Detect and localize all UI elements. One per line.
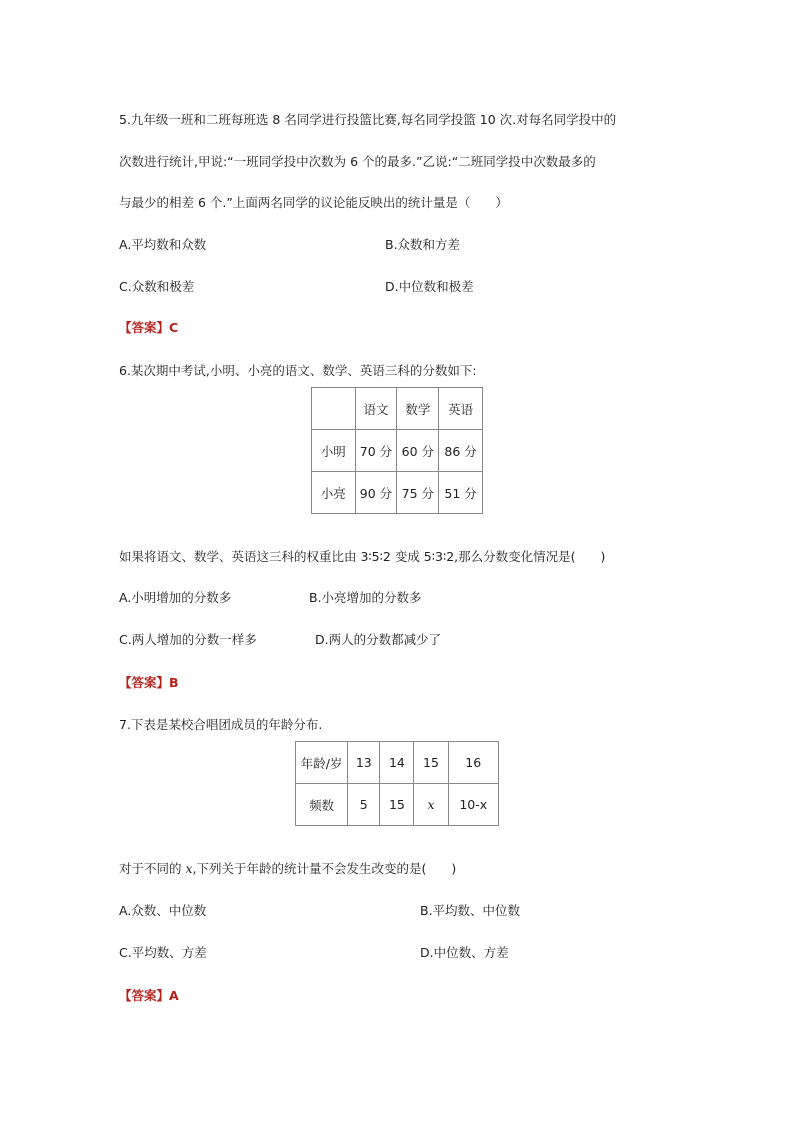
- answer-tag: 【答案】: [119, 988, 170, 1003]
- q7-option-b: B.平均数、中位数: [420, 903, 521, 918]
- answer-tag: 【答案】: [119, 320, 170, 335]
- q5-stem-line3: 与最少的相差 6 个.”上面两名同学的议论能反映出的统计量是（ ）: [119, 195, 508, 210]
- q7-question-prefix: 对于不同的: [119, 861, 186, 876]
- table-cell: 86 分: [439, 430, 483, 472]
- q7-option-c: C.平均数、方差: [119, 945, 207, 960]
- table-cell: 70 分: [355, 430, 397, 472]
- table-cell: 51 分: [439, 472, 483, 514]
- q5-option-a: A.平均数和众数: [119, 237, 207, 252]
- q5-stem-line1: 5.九年级一班和二班每班选 8 名同学进行投篮比赛,每名同学投篮 10 次.对每名同学投中的: [119, 112, 617, 127]
- table-cell: 16: [448, 742, 498, 784]
- table-cell: 数学: [397, 388, 439, 430]
- table-cell: 75 分: [397, 472, 439, 514]
- q7-question-suffix: ,下列关于年龄的统计量不会发生改变的是( ): [192, 861, 457, 876]
- answer-tag: 【答案】: [119, 675, 170, 690]
- table-header-row: [312, 388, 483, 430]
- table-cell: 频数: [296, 784, 348, 826]
- table-cell: [312, 388, 356, 430]
- table-cell: 15: [414, 742, 448, 784]
- q5-option-d: D.中位数和极差: [385, 279, 474, 294]
- q5-answer: [119, 318, 178, 336]
- q6-answer: [119, 673, 179, 691]
- q7-option-a: A.众数、中位数: [119, 903, 207, 918]
- q6-question: 如果将语文、数学、英语这三科的权重比由 3∶5∶2 变成 5∶3∶2,那么分数变化情况是( ): [119, 549, 606, 564]
- table-cell: 13: [348, 742, 380, 784]
- answer-value: A: [169, 988, 179, 1003]
- table-cell: 10-x: [448, 784, 498, 826]
- table-cell: 5: [348, 784, 380, 826]
- q6-option-a: A.小明增加的分数多: [119, 590, 232, 605]
- table-row: [312, 472, 483, 514]
- q7-question: [119, 859, 456, 877]
- q7-question-variable: x: [185, 861, 193, 876]
- answer-value: C: [169, 320, 179, 335]
- answer-value: B: [169, 675, 179, 690]
- table-cell: 年龄/岁: [296, 742, 348, 784]
- q7-stem: 7.下表是某校合唱团成员的年龄分布.: [119, 717, 323, 732]
- q7-age-table: [295, 741, 499, 826]
- table-cell: x: [414, 784, 448, 826]
- table-cell: 语文: [355, 388, 397, 430]
- table-row: [296, 742, 499, 784]
- table-cell: 小亮: [312, 472, 356, 514]
- q5-stem-line2: 次数进行统计,甲说:“一班同学投中次数为 6 个的最多.”乙说:“二班同学投中次数最多的: [119, 154, 596, 169]
- q6-score-table: [311, 387, 483, 514]
- table-cell: 小明: [312, 430, 356, 472]
- q7-answer: [119, 986, 179, 1004]
- q6-option-d: D.两人的分数都减少了: [315, 632, 442, 647]
- q6-stem: 6.某次期中考试,小明、小亮的语文、数学、英语三科的分数如下:: [119, 363, 477, 378]
- q5-option-b: B.众数和方差: [385, 237, 461, 252]
- table-row: [312, 430, 483, 472]
- table-cell: 15: [380, 784, 414, 826]
- table-cell: 14: [380, 742, 414, 784]
- table-row: [296, 784, 499, 826]
- q5-option-c: C.众数和极差: [119, 279, 195, 294]
- q6-option-b: B.小亮增加的分数多: [309, 590, 422, 605]
- table-cell: 英语: [439, 388, 483, 430]
- table-cell: 60 分: [397, 430, 439, 472]
- q7-option-d: D.中位数、方差: [420, 945, 509, 960]
- table-cell: 90 分: [355, 472, 397, 514]
- q6-option-c: C.两人增加的分数一样多: [119, 632, 257, 647]
